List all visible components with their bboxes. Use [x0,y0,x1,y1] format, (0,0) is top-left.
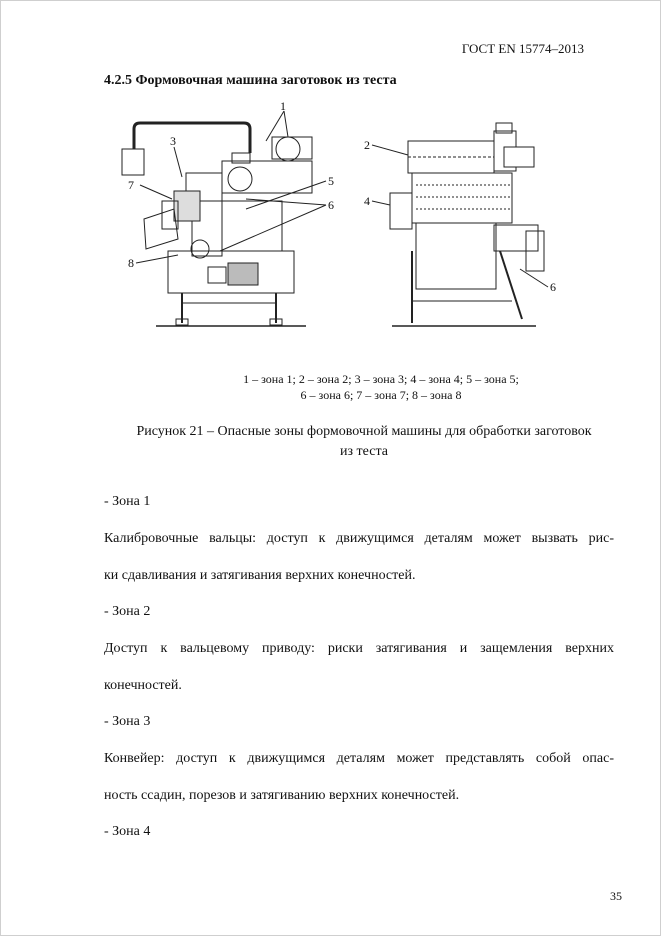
callout-6-left: 6 [328,198,334,212]
page-number: 35 [610,889,622,903]
callout-4: 4 [364,194,370,208]
zone3-text-line2: ность ссадин, порезов и затягиванию верхних конечностей. [104,788,460,803]
callout-7: 7 [128,178,134,192]
zone2-text-line2: конечностей. [104,678,182,693]
zone2-text-line1: Доступ к вальцевому приводу: риски затягивания и защемления верхних [104,641,614,656]
machine-figure [116,101,556,341]
figure-caption [104,422,624,462]
standard-header: ГОСТ EN 15774–2013 [461,41,584,56]
caption-line2: из теста [340,444,388,459]
zone2-title: - Зона 2 [104,604,151,619]
callout-5: 5 [328,174,334,188]
zone1-text-line1: Калибровочные вальцы: доступ к движущимся деталям может вызвать рис- [104,531,614,546]
callout-1: 1 [280,101,286,113]
figure-legend-line2: 6 – зона 6; 7 – зона 7; 8 – зона 8 [300,388,462,402]
zone3-title: - Зона 3 [104,714,151,729]
section-title: 4.2.5 Формовочная машина заготовок из теста [104,73,397,88]
callout-8: 8 [128,256,134,270]
figure-legend-line1: 1 – зона 1; 2 – зона 2; 3 – зона 3; 4 – зона 4; 5 – зона 5; [243,372,519,386]
zone4-title: - Зона 4 [104,824,151,839]
caption-line1: Рисунок 21 – Опасные зоны формовочной машины для обработки заготовок [136,424,592,439]
callout-3: 3 [170,134,176,148]
zone1-text-line2: ки сдавливания и затягивания верхних конечностей. [104,568,416,583]
machine-drawing [116,101,556,341]
zone3-text-line1: Конвейер: доступ к движущимся деталям может представлять собой опас- [104,751,614,766]
callout-2: 2 [364,138,370,152]
callout-6-right: 6 [550,280,556,294]
zone1-title: - Зона 1 [104,494,151,509]
